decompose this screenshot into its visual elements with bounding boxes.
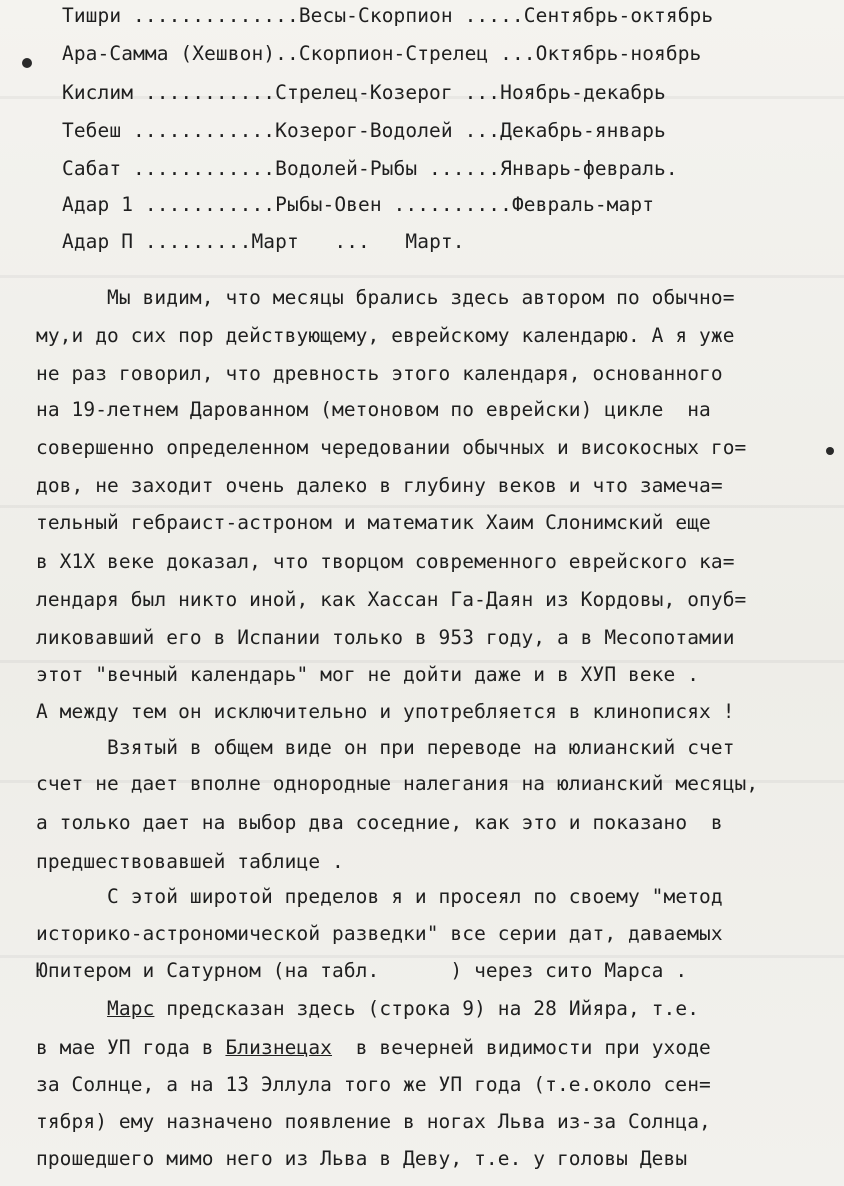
- text-line: Юпитером и Сатурном (на табл. ) через сито Марса .: [36, 959, 688, 982]
- text-line: совершенно определенном чередовании обычных и високосных го=: [36, 436, 747, 459]
- table-row: Адар П .........Март ... Март.: [62, 230, 465, 253]
- table-row: Сабат ............Водолей-Рыбы ......Январь-февраль.: [62, 157, 678, 180]
- text-line: С этой широтой пределов я и просеял по своему "метод: [36, 885, 723, 908]
- text-line: прошедшего мимо него из Льва в Деву, т.е. у головы Девы: [36, 1147, 688, 1170]
- text-line: ликовавший его в Испании только в 953 году, а в Месопотамии: [36, 626, 735, 649]
- text-line: за Солнце, а на 13 Эллула того же УП года (т.е.около сен=: [36, 1073, 711, 1096]
- scan-streak: [0, 275, 844, 278]
- punch-hole-mark: [22, 58, 32, 68]
- text-line: Марс предсказан здесь (строка 9) на 28 Ийяра, т.е.: [107, 997, 700, 1020]
- text-line: историко-астрономической разведки" все серии дат, даваемых: [36, 922, 723, 945]
- text-line: не раз говорил, что древность этого календаря, основанного: [36, 362, 723, 385]
- text-line: А между тем он исключительно и употребляется в клинописях !: [36, 700, 735, 723]
- text-line: Мы видим, что месяцы брались здесь автором по обычно=: [36, 286, 735, 309]
- scan-streak: [0, 505, 844, 508]
- text-line: тельный гебраист-астроном и математик Хаим Слонимский еще: [36, 511, 711, 534]
- text-line: Взятый в общем виде он при переводе на юлианский счет: [36, 736, 735, 759]
- text-line: предшествовавшей таблице .: [36, 850, 344, 873]
- text-line: лендаря был никто иной, как Хассан Га-Даян из Кордовы, опуб=: [36, 588, 747, 611]
- table-row: Кислим ...........Стрелец-Козерог ...Ноябрь-декабрь: [62, 81, 666, 104]
- text-line: му,и до сих пор действующему, еврейскому календарю. А я уже: [36, 324, 735, 347]
- underlined-word: Марс: [107, 997, 155, 1020]
- text-line: а только дает на выбор два соседние, как это и показано в: [36, 811, 723, 834]
- table-row: Тишри ..............Весы-Скорпион .....Сентябрь-октябрь: [62, 4, 714, 27]
- table-row: Тебеш ............Козерог-Водолей ...Декабрь-январь: [62, 119, 666, 142]
- scan-streak: [0, 955, 844, 958]
- text-line: дов, не заходит очень далеко в глубину веков и что замеча=: [36, 474, 723, 497]
- underlined-word: Близнецах: [225, 1036, 333, 1059]
- table-row: Ара-Самма (Хешвон)..Скорпион-Стрелец ...Октябрь-ноябрь: [62, 42, 702, 65]
- text-line: в мае УП года в Близнецах в вечерней видимости при уходе: [36, 1036, 711, 1059]
- table-row: Адар 1 ...........Рыбы-Овен ..........Февраль-март: [62, 193, 655, 216]
- text-line: этот "вечный календарь" мог не дойти даже и в ХУП веке .: [36, 663, 700, 686]
- text-line: счет не дает вполне однородные налегания на юлианский месяцы,: [36, 772, 759, 795]
- text-line: тября) ему назначено появление в ногах Льва из-за Солнца,: [36, 1110, 711, 1133]
- text-line: в Х1Х веке доказал, что творцом современного еврейского ка=: [36, 550, 735, 573]
- punch-hole-mark: [826, 447, 834, 455]
- text-line: на 19-летнем Дарованном (метоновом по еврейски) цикле на: [36, 398, 711, 421]
